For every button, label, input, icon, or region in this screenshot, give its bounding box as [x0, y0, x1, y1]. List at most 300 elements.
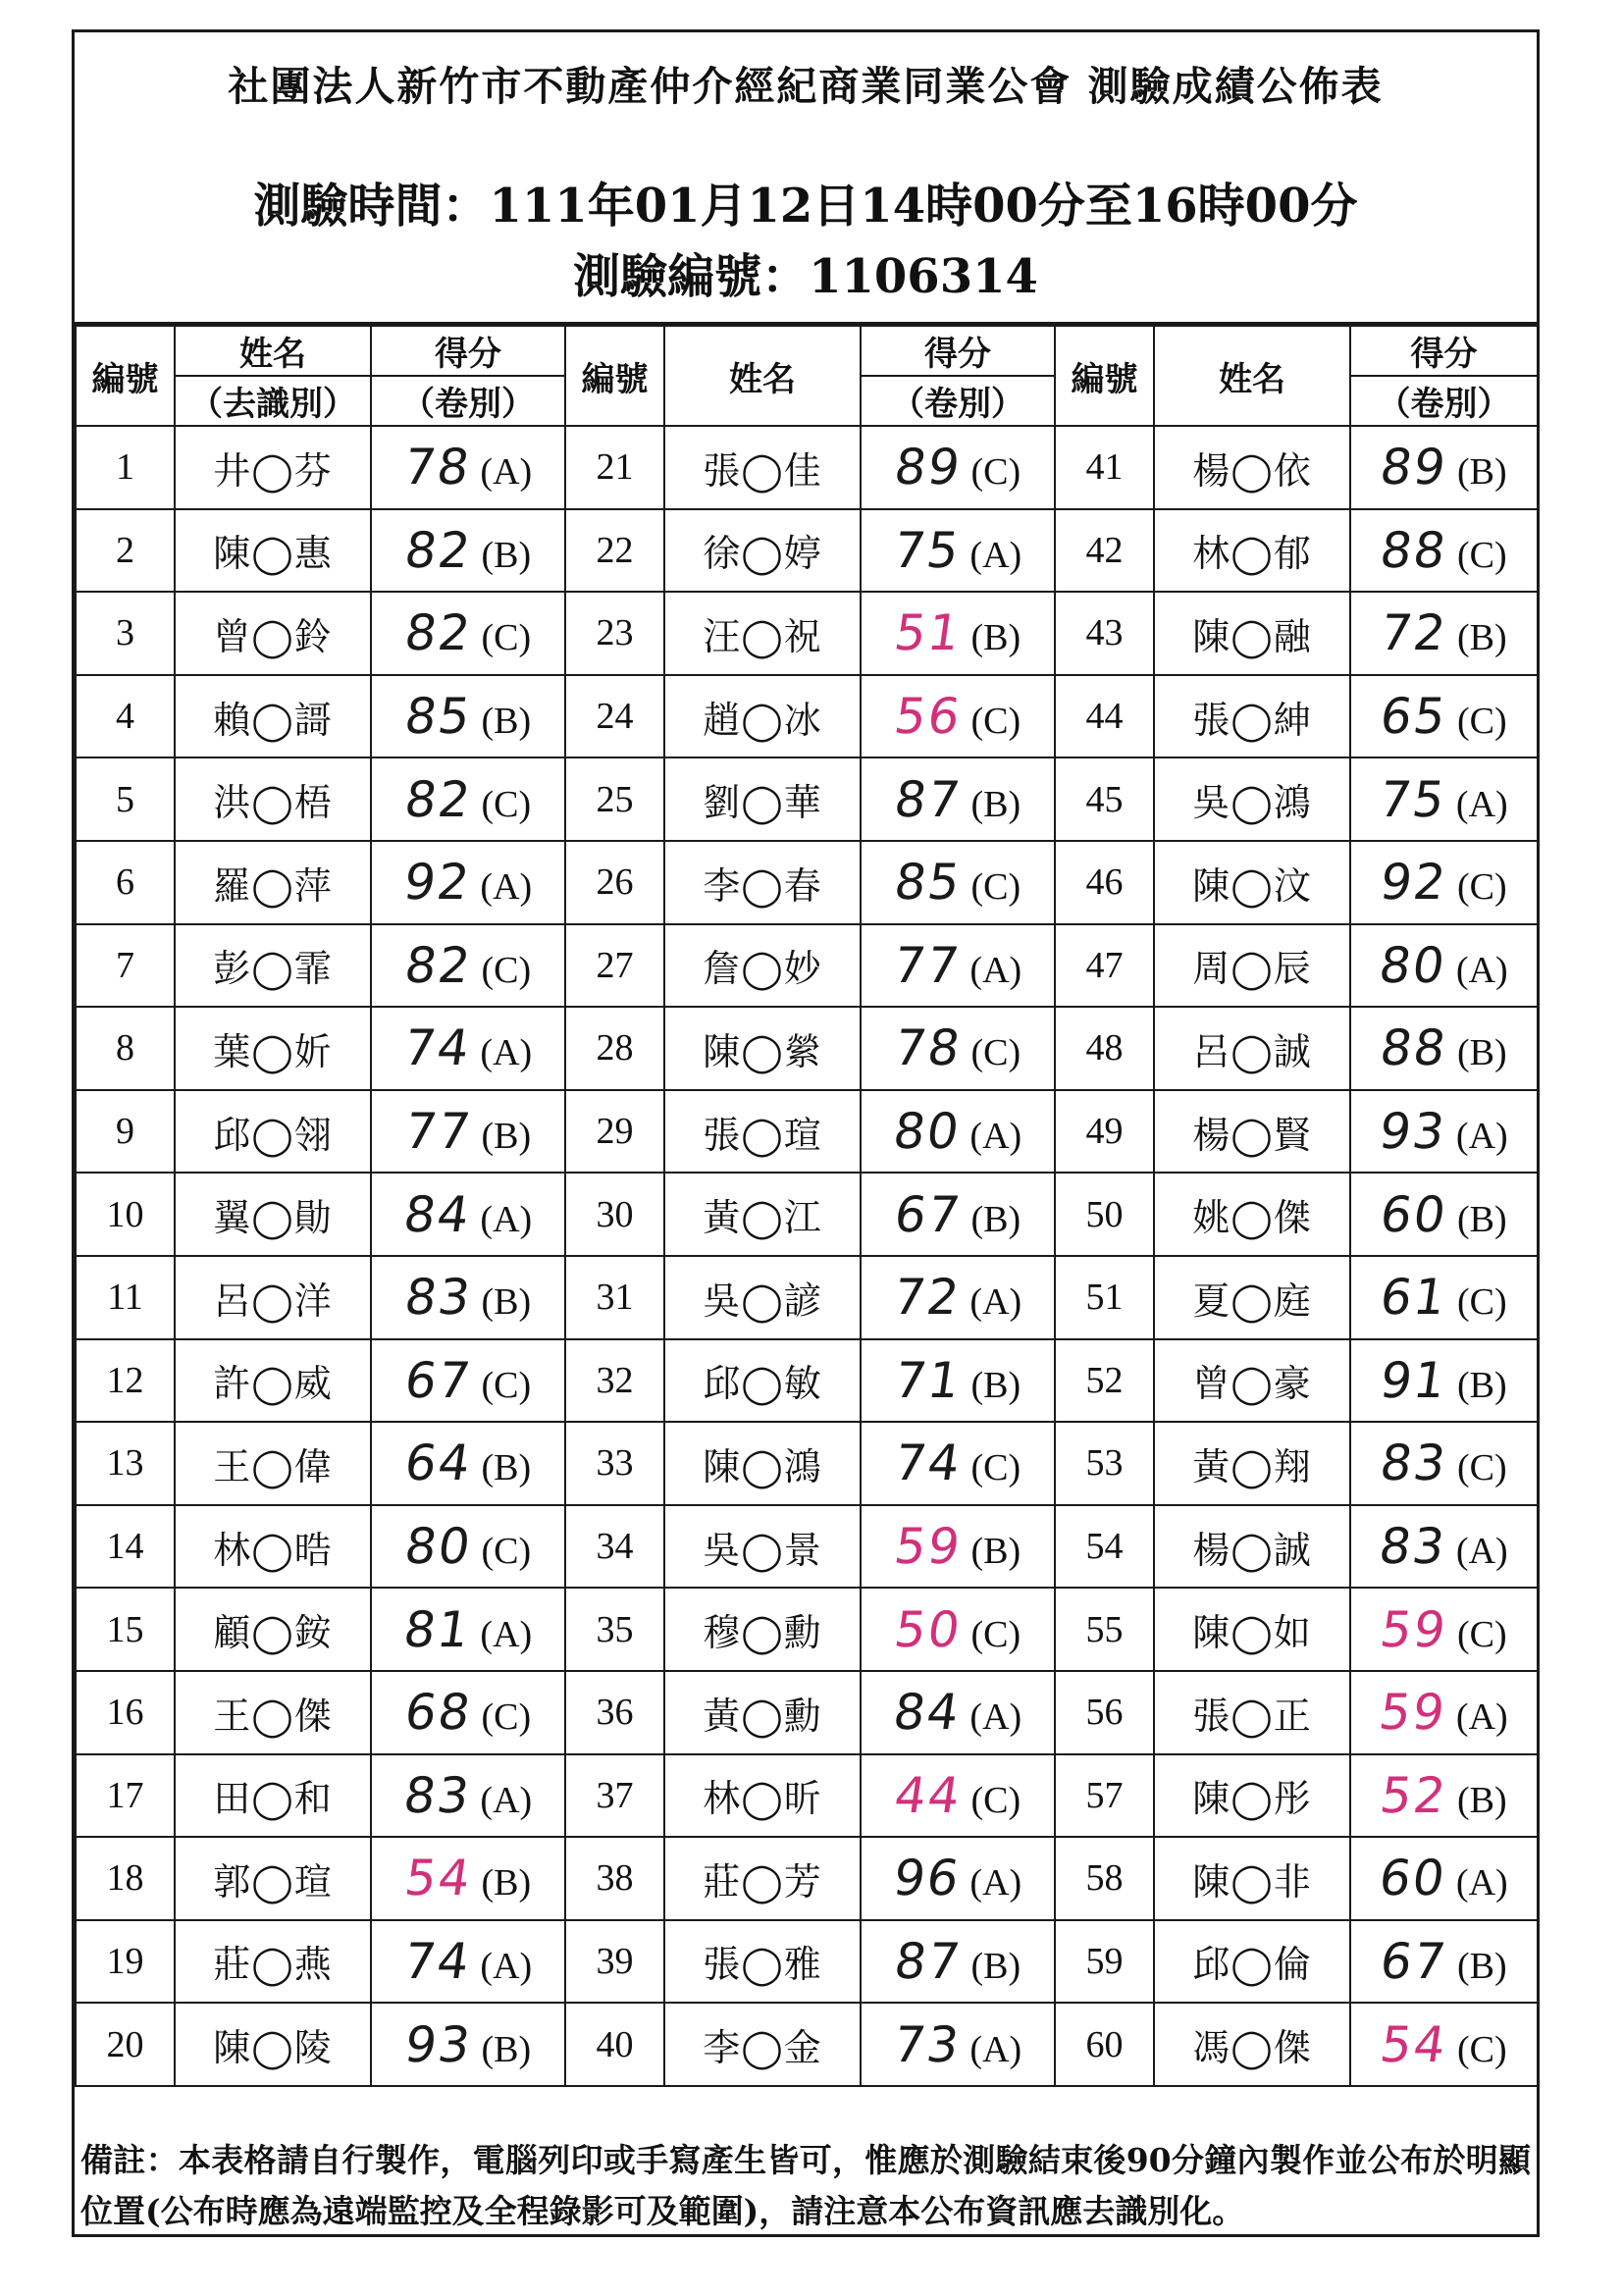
- table-row: [76, 426, 1538, 509]
- examinee-name: 許◯威: [175, 1339, 371, 1423]
- examinee-name: 張◯雅: [664, 1920, 861, 2004]
- examinee-number: 50: [1055, 1173, 1154, 1256]
- examinee-name: 彭◯霏: [175, 924, 371, 1008]
- examinee-number: 52: [1055, 1339, 1154, 1423]
- examinee-number: 49: [1055, 1090, 1154, 1174]
- col-score-subheader: （卷別）: [371, 376, 565, 426]
- examinee-number: 35: [565, 1588, 664, 1671]
- score-cell: [861, 757, 1055, 841]
- score-cell: [861, 1339, 1055, 1423]
- paper-type: (A): [1455, 1531, 1508, 1573]
- score-cell: [371, 841, 565, 924]
- score-cell: [1350, 1256, 1538, 1339]
- col-number-header: 編號: [1055, 326, 1154, 426]
- examinee-number: 32: [565, 1339, 664, 1423]
- examinee-name: 楊◯依: [1154, 426, 1350, 509]
- table-row: [76, 1173, 1538, 1256]
- examinee-name: 葉◯妡: [175, 1007, 371, 1090]
- paper-type: (B): [1456, 451, 1507, 494]
- score-cell: [371, 1007, 565, 1090]
- col-score-subheader: （卷別）: [861, 376, 1055, 426]
- handwritten-score: 83: [1377, 1435, 1452, 1492]
- paper-type: (B): [970, 1364, 1021, 1406]
- paper-type: (C): [970, 451, 1021, 494]
- examinee-name: 王◯偉: [175, 1422, 371, 1505]
- examinee-name: 林◯郁: [1154, 509, 1350, 593]
- table-row: [76, 1505, 1538, 1589]
- examinee-number: 54: [1055, 1505, 1154, 1589]
- score-cell: [1350, 757, 1538, 841]
- score-cell: [371, 1339, 565, 1423]
- paper-type: (B): [970, 1198, 1021, 1240]
- handwritten-score: 84: [889, 1684, 965, 1742]
- handwritten-score: 89: [1377, 439, 1452, 496]
- document-title: 社團法人新竹市不動產仲介經紀商業同業公會 測驗成績公佈表: [228, 63, 1384, 110]
- handwritten-score: 83: [399, 1766, 475, 1824]
- table-row: [76, 924, 1538, 1008]
- table-body: [76, 426, 1538, 2086]
- score-cell: [371, 924, 565, 1008]
- handwritten-score: 77: [889, 936, 965, 994]
- paper-type: (B): [1456, 1198, 1507, 1240]
- table-row: [76, 509, 1538, 593]
- score-cell: [1350, 1754, 1538, 1838]
- handwritten-score: 82: [400, 936, 476, 994]
- examinee-name: 呂◯誠: [1154, 1007, 1350, 1090]
- handwritten-score: 75: [1376, 770, 1450, 828]
- paper-type: (A): [969, 949, 1022, 991]
- table-row: [76, 1920, 1538, 2004]
- score-cell: [371, 592, 565, 675]
- paper-type: (C): [970, 1779, 1021, 1821]
- handwritten-score: 74: [399, 1932, 475, 1990]
- handwritten-score: 92: [1377, 854, 1452, 912]
- examinee-name: 呂◯洋: [175, 1256, 371, 1339]
- handwritten-score: 78: [399, 439, 475, 496]
- score-cell: [861, 1422, 1055, 1505]
- paper-type: (B): [970, 783, 1021, 825]
- paper-type: (A): [480, 1032, 533, 1074]
- paper-type: (A): [969, 2028, 1022, 2070]
- score-cell: [861, 1754, 1055, 1838]
- score-cell: [861, 1173, 1055, 1256]
- handwritten-score: 64: [400, 1435, 476, 1492]
- col-number-header: 編號: [565, 326, 664, 426]
- examinee-name: 汪◯祝: [664, 592, 861, 675]
- score-cell: [371, 1671, 565, 1754]
- paper-type: (A): [1455, 1696, 1508, 1739]
- examinee-number: 5: [76, 757, 175, 841]
- examinee-name: 吳◯諺: [664, 1256, 861, 1339]
- score-cell: [861, 1671, 1055, 1754]
- table-row: [76, 1422, 1538, 1505]
- examinee-number: 30: [565, 1173, 664, 1256]
- examinee-number: 12: [76, 1339, 175, 1423]
- score-cell: [861, 1837, 1055, 1920]
- score-cell: [371, 757, 565, 841]
- handwritten-score: 50: [890, 1600, 966, 1658]
- paper-type: (B): [481, 701, 532, 743]
- examinee-number: 24: [565, 675, 664, 758]
- examinee-name: 陳◯惠: [175, 509, 371, 593]
- examinee-number: 13: [76, 1422, 175, 1505]
- table-row: [76, 1339, 1538, 1423]
- paper-type: (C): [1456, 534, 1507, 576]
- examinee-name: 田◯和: [175, 1754, 371, 1838]
- table-header: [76, 326, 1538, 426]
- paper-type: (A): [480, 1198, 533, 1240]
- score-cell: [1350, 1505, 1538, 1589]
- handwritten-score: 67: [1377, 1932, 1452, 1990]
- handwritten-score: 59: [890, 1518, 966, 1576]
- examinee-number: 59: [1055, 1920, 1154, 2004]
- score-cell: [371, 675, 565, 758]
- score-cell: [371, 1422, 565, 1505]
- paper-type: (B): [970, 617, 1021, 659]
- score-cell: [861, 1256, 1055, 1339]
- scores-table: [75, 325, 1539, 2087]
- table-row: [76, 841, 1538, 924]
- score-cell: [371, 1090, 565, 1174]
- exam-time: 測驗時間：111年01月12日14時00分至16時00分: [253, 179, 1358, 234]
- paper-type: (B): [970, 1531, 1021, 1573]
- examinee-name: 陳◯如: [1154, 1588, 1350, 1671]
- table-row: [76, 1588, 1538, 1671]
- paper-type: (A): [480, 1613, 533, 1655]
- examinee-name: 吳◯景: [664, 1505, 861, 1589]
- score-cell: [861, 841, 1055, 924]
- examinee-name: 井◯芬: [175, 426, 371, 509]
- score-cell: [1350, 426, 1538, 509]
- handwritten-score: 60: [1376, 1850, 1450, 1907]
- score-cell: [371, 1920, 565, 2004]
- examinee-number: 2: [76, 509, 175, 593]
- examinee-name: 莊◯燕: [175, 1920, 371, 2004]
- examinee-number: 41: [1055, 426, 1154, 509]
- examinee-name: 李◯金: [664, 2003, 861, 2086]
- examinee-name: 陳◯縈: [664, 1007, 861, 1090]
- examinee-number: 34: [565, 1505, 664, 1589]
- examinee-name: 邱◯敏: [664, 1339, 861, 1423]
- paper-type: (C): [970, 701, 1021, 743]
- examinee-name: 陳◯非: [1154, 1837, 1350, 1920]
- examinee-name: 周◯辰: [1154, 924, 1350, 1008]
- score-cell: [861, 2003, 1055, 2086]
- examinee-name: 馮◯傑: [1154, 2003, 1350, 2086]
- table-row: [76, 1754, 1538, 1838]
- examinee-number: 57: [1055, 1754, 1154, 1838]
- paper-type: (B): [481, 534, 532, 576]
- examinee-number: 44: [1055, 675, 1154, 758]
- examinee-name: 詹◯妙: [664, 924, 861, 1008]
- examinee-number: 37: [565, 1754, 664, 1838]
- score-cell: [371, 1588, 565, 1671]
- paper-type: (B): [1456, 1364, 1507, 1406]
- col-name-subheader: （去識別）: [175, 376, 371, 426]
- examinee-number: 36: [565, 1671, 664, 1754]
- score-cell: [861, 592, 1055, 675]
- handwritten-score: 72: [889, 1269, 965, 1327]
- examinee-name: 曾◯豪: [1154, 1339, 1350, 1423]
- handwritten-score: 88: [1377, 1019, 1452, 1077]
- examinee-name: 吳◯鴻: [1154, 757, 1350, 841]
- score-cell: [371, 1837, 565, 1920]
- paper-type: (C): [970, 1613, 1021, 1655]
- paper-type: (B): [970, 1945, 1021, 1987]
- score-cell: [861, 1090, 1055, 1174]
- examinee-name: 林◯晧: [175, 1505, 371, 1589]
- score-cell: [371, 1505, 565, 1589]
- paper-type: (C): [1456, 1447, 1507, 1489]
- examinee-number: 19: [76, 1920, 175, 2004]
- paper-type: (B): [481, 1862, 532, 1905]
- examinee-number: 9: [76, 1090, 175, 1174]
- examinee-number: 45: [1055, 757, 1154, 841]
- score-cell: [1350, 1920, 1538, 2004]
- handwritten-score: 82: [400, 604, 476, 662]
- examinee-name: 王◯傑: [175, 1671, 371, 1754]
- examinee-name: 張◯瑄: [664, 1090, 861, 1174]
- paper-type: (A): [969, 1281, 1022, 1324]
- examinee-number: 15: [76, 1588, 175, 1671]
- handwritten-score: 44: [890, 1766, 966, 1824]
- handwritten-score: 77: [400, 1103, 476, 1161]
- score-cell: [1350, 924, 1538, 1008]
- paper-type: (A): [1455, 1862, 1508, 1905]
- examinee-number: 26: [565, 841, 664, 924]
- examinee-name: 趙◯冰: [664, 675, 861, 758]
- examinee-name: 徐◯婷: [664, 509, 861, 593]
- score-cell: [371, 426, 565, 509]
- paper-type: (A): [969, 1862, 1022, 1905]
- handwritten-score: 93: [400, 2015, 476, 2073]
- handwritten-score: 80: [400, 1518, 476, 1576]
- examinee-number: 28: [565, 1007, 664, 1090]
- handwritten-score: 89: [890, 439, 966, 496]
- paper-type: (A): [1455, 783, 1508, 825]
- score-cell: [861, 924, 1055, 1008]
- handwritten-score: 80: [1376, 936, 1450, 994]
- examinee-number: 60: [1055, 2003, 1154, 2086]
- examinee-number: 7: [76, 924, 175, 1008]
- table-row: [76, 1090, 1538, 1174]
- score-cell: [1350, 592, 1538, 675]
- examinee-number: 25: [565, 757, 664, 841]
- score-cell: [1350, 841, 1538, 924]
- handwritten-score: 59: [1377, 1600, 1452, 1658]
- paper-type: (B): [481, 1281, 532, 1324]
- col-score-header: 得分: [371, 326, 565, 376]
- examinee-number: 20: [76, 2003, 175, 2086]
- examinee-name: 陳◯融: [1154, 592, 1350, 675]
- handwritten-score: 52: [1377, 1766, 1452, 1824]
- score-cell: [1350, 2003, 1538, 2086]
- examinee-name: 曾◯鈴: [175, 592, 371, 675]
- handwritten-score: 82: [400, 521, 476, 579]
- examinee-number: 16: [76, 1671, 175, 1754]
- handwritten-score: 56: [890, 688, 966, 746]
- paper-type: (B): [481, 1116, 532, 1158]
- table-row: [76, 2003, 1538, 2086]
- score-cell: [1350, 1090, 1538, 1174]
- handwritten-score: 54: [1377, 2015, 1452, 2073]
- examinee-number: 58: [1055, 1837, 1154, 1920]
- handwritten-score: 91: [1377, 1351, 1452, 1409]
- handwritten-score: 83: [400, 1269, 476, 1327]
- handwritten-score: 96: [889, 1850, 965, 1907]
- handwritten-score: 87: [890, 770, 966, 828]
- examinee-name: 林◯昕: [664, 1754, 861, 1838]
- handwritten-score: 78: [890, 1019, 966, 1077]
- score-cell: [861, 426, 1055, 509]
- examinee-number: 14: [76, 1505, 175, 1589]
- table-row: [76, 675, 1538, 758]
- exam-number: 測驗編號：1106314: [573, 249, 1038, 304]
- score-cell: [1350, 1007, 1538, 1090]
- paper-type: (A): [480, 1945, 533, 1987]
- handwritten-score: 80: [889, 1103, 965, 1161]
- paper-type: (C): [1456, 2028, 1507, 2070]
- paper-type: (B): [1456, 617, 1507, 659]
- paper-type: (A): [969, 1696, 1022, 1739]
- handwritten-score: 75: [889, 521, 965, 579]
- examinee-name: 張◯正: [1154, 1671, 1350, 1754]
- handwritten-score: 82: [400, 770, 476, 828]
- examinee-name: 羅◯萍: [175, 841, 371, 924]
- score-cell: [371, 1754, 565, 1838]
- examinee-name: 楊◯誠: [1154, 1505, 1350, 1589]
- examinee-number: 27: [565, 924, 664, 1008]
- handwritten-score: 72: [1377, 604, 1452, 662]
- examinee-name: 張◯紳: [1154, 675, 1350, 758]
- handwritten-score: 71: [890, 1351, 966, 1409]
- paper-type: (C): [1456, 866, 1507, 909]
- examinee-number: 10: [76, 1173, 175, 1256]
- examinee-number: 22: [565, 509, 664, 593]
- col-name-header: 姓名: [664, 326, 861, 426]
- examinee-name: 邱◯倫: [1154, 1920, 1350, 2004]
- paper-type: (C): [1456, 701, 1507, 743]
- handwritten-score: 85: [400, 688, 476, 746]
- examinee-number: 11: [76, 1256, 175, 1339]
- examinee-number: 23: [565, 592, 664, 675]
- footer-note: 備註：本表格請自行製作，電腦列印或手寫產生皆可，惟應於測驗結束後90分鐘內製作並公布於明顯位置(公布時應為遠端監控及全程錄影可及範圍)，請注意本公布資訊應去識別化。: [80, 2141, 1531, 2230]
- handwritten-score: 85: [890, 854, 966, 912]
- examinee-number: 46: [1055, 841, 1154, 924]
- handwritten-score: 67: [890, 1185, 966, 1243]
- examinee-name: 陳◯陵: [175, 2003, 371, 2086]
- paper-type: (C): [481, 783, 532, 825]
- paper-type: (B): [1456, 1945, 1507, 1987]
- paper-type: (C): [481, 1364, 532, 1406]
- examinee-name: 賴◯謌: [175, 675, 371, 758]
- score-cell: [1350, 675, 1538, 758]
- paper-type: (B): [481, 1447, 532, 1489]
- examinee-name: 楊◯賢: [1154, 1090, 1350, 1174]
- score-sheet: [72, 29, 1540, 2237]
- examinee-number: 21: [565, 426, 664, 509]
- handwritten-score: 81: [399, 1600, 475, 1658]
- paper-type: (A): [1455, 1116, 1508, 1158]
- score-cell: [1350, 1173, 1538, 1256]
- score-cell: [861, 1920, 1055, 2004]
- examinee-name: 張◯佳: [664, 426, 861, 509]
- examinee-name: 黃◯翔: [1154, 1422, 1350, 1505]
- examinee-name: 李◯春: [664, 841, 861, 924]
- score-cell: [371, 1173, 565, 1256]
- paper-type: (A): [480, 1779, 533, 1821]
- col-name-header: 姓名: [175, 326, 371, 376]
- handwritten-score: 83: [1376, 1518, 1450, 1576]
- score-cell: [371, 509, 565, 593]
- handwritten-score: 74: [890, 1435, 966, 1492]
- examinee-number: 8: [76, 1007, 175, 1090]
- table-row: [76, 592, 1538, 675]
- score-cell: [371, 2003, 565, 2086]
- paper-type: (C): [1456, 1613, 1507, 1655]
- table-row: [76, 1256, 1538, 1339]
- score-cell: [861, 1007, 1055, 1090]
- score-cell: [1350, 509, 1538, 593]
- examinee-number: 48: [1055, 1007, 1154, 1090]
- examinee-number: 51: [1055, 1256, 1154, 1339]
- score-cell: [1350, 1339, 1538, 1423]
- handwritten-score: 88: [1377, 521, 1452, 579]
- examinee-number: 56: [1055, 1671, 1154, 1754]
- col-name-header: 姓名: [1154, 326, 1350, 426]
- paper-type: (C): [481, 617, 532, 659]
- examinee-number: 43: [1055, 592, 1154, 675]
- handwritten-score: 74: [399, 1019, 475, 1077]
- examinee-name: 黃◯江: [664, 1173, 861, 1256]
- examinee-number: 3: [76, 592, 175, 675]
- paper-type: (C): [970, 1447, 1021, 1489]
- handwritten-score: 73: [889, 2015, 965, 2073]
- score-cell: [861, 509, 1055, 593]
- examinee-number: 38: [565, 1837, 664, 1920]
- score-cell: [1350, 1671, 1538, 1754]
- score-cell: [1350, 1588, 1538, 1671]
- examinee-name: 邱◯翎: [175, 1090, 371, 1174]
- handwritten-score: 93: [1376, 1103, 1450, 1161]
- paper-type: (A): [969, 534, 1022, 576]
- examinee-number: 42: [1055, 509, 1154, 593]
- paper-type: (C): [1456, 1281, 1507, 1324]
- table-row: [76, 1671, 1538, 1754]
- examinee-name: 郭◯瑄: [175, 1837, 371, 1920]
- handwritten-score: 87: [890, 1932, 966, 1990]
- examinee-number: 31: [565, 1256, 664, 1339]
- examinee-number: 1: [76, 426, 175, 509]
- examinee-number: 17: [76, 1754, 175, 1838]
- examinee-name: 黃◯勳: [664, 1671, 861, 1754]
- paper-type: (C): [481, 1531, 532, 1573]
- paper-type: (A): [969, 1116, 1022, 1158]
- examinee-name: 洪◯梧: [175, 757, 371, 841]
- examinee-name: 莊◯芳: [664, 1837, 861, 1920]
- paper-type: (B): [481, 2028, 532, 2070]
- paper-type: (C): [970, 866, 1021, 909]
- examinee-name: 陳◯汶: [1154, 841, 1350, 924]
- paper-type: (C): [970, 1032, 1021, 1074]
- handwritten-score: 92: [399, 854, 475, 912]
- examinee-name: 姚◯傑: [1154, 1173, 1350, 1256]
- score-cell: [861, 675, 1055, 758]
- handwritten-score: 65: [1377, 688, 1452, 746]
- col-score-header: 得分: [1350, 326, 1538, 376]
- examinee-number: 18: [76, 1837, 175, 1920]
- examinee-number: 53: [1055, 1422, 1154, 1505]
